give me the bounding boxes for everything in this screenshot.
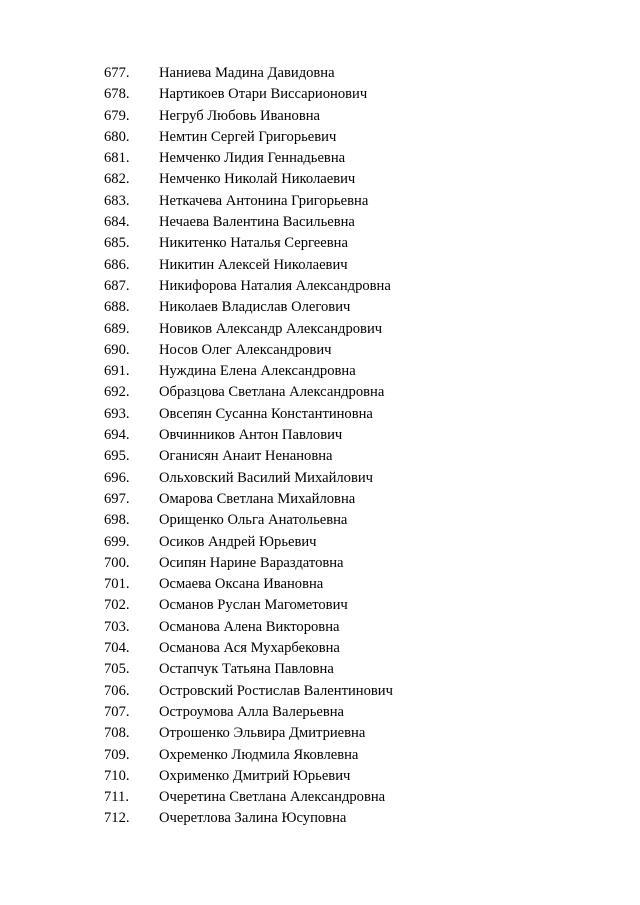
entry-full-name: Немтин Сергей Григорьевич	[159, 128, 337, 145]
entry-number: 693.	[104, 405, 130, 422]
list-item	[104, 595, 584, 616]
list-item	[104, 382, 584, 403]
entry-number: 707.	[104, 703, 130, 720]
list-item	[104, 276, 584, 297]
entry-number: 699.	[104, 533, 130, 550]
list-item	[104, 659, 584, 680]
entry-full-name: Негруб Любовь Ивановна	[159, 107, 321, 124]
entry-number: 701.	[104, 576, 130, 593]
entry-full-name: Османова Алена Викторовна	[159, 618, 340, 635]
list-item	[104, 191, 584, 212]
entry-number: 695.	[104, 448, 130, 465]
list-item	[104, 361, 584, 382]
entry-number: 678.	[104, 86, 130, 103]
entry-number: 686.	[104, 256, 130, 273]
entry-number: 697.	[104, 490, 130, 507]
entry-full-name: Наниева Мадина Давидовна	[159, 65, 335, 81]
entry-number: 692.	[104, 384, 130, 401]
entry-number: 700.	[104, 554, 130, 571]
list-item	[104, 63, 584, 84]
list-item	[104, 808, 584, 829]
entry-full-name: Османова Ася Мухарбековна	[159, 640, 340, 657]
entry-full-name: Овчинников Антон Павлович	[159, 427, 343, 444]
entry-full-name: Остроумова Алла Валерьевна	[159, 703, 345, 720]
entry-number: 688.	[104, 299, 130, 316]
list-item	[104, 446, 584, 467]
entry-number: 685.	[104, 235, 130, 252]
entry-number: 677.	[104, 65, 130, 81]
entry-full-name: Никитин Алексей Николаевич	[159, 256, 348, 273]
entry-full-name: Оганисян Анаит Ненановна	[159, 448, 333, 465]
entry-full-name: Нуждина Елена Александровна	[159, 363, 356, 380]
entry-number: 704.	[104, 640, 130, 657]
entry-full-name: Осиков Андрей Юрьевич	[159, 533, 317, 550]
entry-full-name: Орищенко Ольга Анатольевна	[159, 512, 348, 529]
list-item	[104, 169, 584, 190]
list-item	[104, 233, 584, 254]
entry-number: 689.	[104, 320, 130, 337]
list-item	[104, 255, 584, 276]
entry-full-name: Островский Ростислав Валентинович	[159, 682, 393, 699]
entry-number: 710.	[104, 767, 130, 784]
entry-full-name: Немченко Лидия Геннадьевна	[159, 150, 346, 167]
entry-full-name: Нартикоев Отари Виссарионович	[159, 86, 368, 103]
list-item	[104, 297, 584, 318]
entry-full-name: Остапчук Татьяна Павловна	[159, 661, 334, 678]
list-item	[104, 340, 584, 361]
entry-full-name: Осмаева Оксана Ивановна	[159, 576, 324, 593]
list-item	[104, 84, 584, 105]
list-item	[104, 468, 584, 489]
entry-full-name: Отрошенко Эльвира Дмитриевна	[159, 725, 366, 742]
entry-number: 684.	[104, 214, 130, 231]
entry-full-name: Охрименко Дмитрий Юрьевич	[159, 767, 351, 784]
entry-number: 691.	[104, 363, 130, 380]
list-item	[104, 681, 584, 702]
entry-full-name: Носов Олег Александрович	[159, 341, 332, 358]
entry-full-name: Неткачева Антонина Григорьевна	[159, 192, 369, 209]
entry-number: 711.	[104, 789, 129, 806]
entry-number: 696.	[104, 469, 130, 486]
list-item	[104, 553, 584, 574]
list-item	[104, 723, 584, 744]
list-item	[104, 617, 584, 638]
entry-number: 702.	[104, 597, 130, 614]
numbered-name-list	[104, 63, 584, 830]
entry-full-name: Нечаева Валентина Васильевна	[159, 214, 355, 231]
entry-number: 694.	[104, 427, 130, 444]
entry-full-name: Никитенко Наталья Сергеевна	[159, 235, 348, 252]
list-item	[104, 574, 584, 595]
entry-full-name: Очеретина Светлана Александровна	[159, 789, 386, 806]
list-item	[104, 127, 584, 148]
entry-number: 708.	[104, 725, 130, 742]
list-item	[104, 212, 584, 233]
list-item	[104, 745, 584, 766]
entry-number: 683.	[104, 192, 130, 209]
list-item	[104, 148, 584, 169]
entry-number: 690.	[104, 341, 130, 358]
entry-number: 682.	[104, 171, 130, 188]
entry-number: 712.	[104, 810, 130, 827]
entry-full-name: Ольховский Василий Михайлович	[159, 469, 374, 486]
entry-full-name: Никифорова Наталия Александровна	[159, 277, 391, 294]
entry-full-name: Очеретлова Залина Юсуповна	[159, 810, 347, 827]
entry-number: 709.	[104, 746, 130, 763]
entry-full-name: Омарова Светлана Михайловна	[159, 490, 356, 507]
entry-number: 698.	[104, 512, 130, 529]
list-item	[104, 532, 584, 553]
list-item	[104, 106, 584, 127]
entry-full-name: Новиков Александр Александрович	[159, 320, 383, 337]
list-item	[104, 510, 584, 531]
entry-number: 706.	[104, 682, 130, 699]
entry-full-name: Образцова Светлана Александровна	[159, 384, 385, 401]
list-item	[104, 638, 584, 659]
entry-full-name: Осипян Нарине Вараздатовна	[159, 554, 344, 571]
list-item	[104, 766, 584, 787]
entry-number: 681.	[104, 150, 130, 167]
entry-full-name: Немченко Николай Николаевич	[159, 171, 356, 188]
entry-full-name: Охременко Людмила Яковлевна	[159, 746, 359, 763]
list-item	[104, 404, 584, 425]
list-item	[104, 702, 584, 723]
entry-number: 687.	[104, 277, 130, 294]
entry-full-name: Овсепян Сусанна Константиновна	[159, 405, 373, 422]
entry-number: 679.	[104, 107, 130, 124]
entry-number: 703.	[104, 618, 130, 635]
list-item	[104, 425, 584, 446]
list-item	[104, 489, 584, 510]
list-item	[104, 319, 584, 340]
entry-number: 680.	[104, 128, 130, 145]
list-item	[104, 787, 584, 808]
entry-full-name: Николаев Владислав Олегович	[159, 299, 351, 316]
entry-number: 705.	[104, 661, 130, 678]
entry-full-name: Османов Руслан Магометович	[159, 597, 348, 614]
